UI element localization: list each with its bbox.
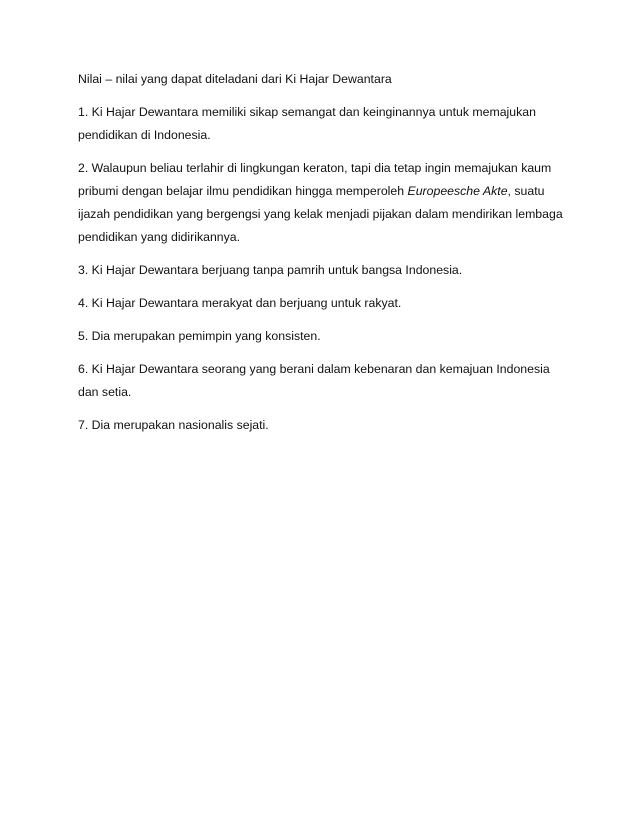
list-item-4: 4. Ki Hajar Dewantara merakyat dan berjuang untuk rakyat. (78, 296, 402, 310)
list-item-5: 5. Dia merupakan pemimpin yang konsisten. (78, 329, 321, 343)
list-item-1: 1. Ki Hajar Dewantara memiliki sikap semangat dan keinginannya untuk memajukan pendidikan di Indonesia. (78, 105, 536, 142)
list-item-7: 7. Dia merupakan nasionalis sejati. (78, 418, 269, 432)
list-item-2-text-before: 2. Walaupun beliau terlahir di lingkungan keraton, tapi dia tetap ingin memajukan kaum pribumi dengan belajar ilmu pendidikan hingga memperoleh (78, 161, 552, 198)
document-body (78, 68, 568, 447)
list-item-2-italic-term: Europeesche Akte (407, 184, 508, 198)
document-title: Nilai – nilai yang dapat diteladani dari Ki Hajar Dewantara (78, 72, 392, 86)
list-item-6: 6. Ki Hajar Dewantara seorang yang berani dalam kebenaran dan kemajuan Indonesia dan setia. (78, 362, 550, 399)
list-item-2-text-after: , suatu ijazah pendidikan yang bergengsi yang kelak menjadi pijakan dalam mendirikan lembaga pendidikan yang didirikannya. (78, 184, 563, 244)
list-item-2 (78, 157, 568, 249)
list-item-3: 3. Ki Hajar Dewantara berjuang tanpa pamrih untuk bangsa Indonesia. (78, 263, 463, 277)
